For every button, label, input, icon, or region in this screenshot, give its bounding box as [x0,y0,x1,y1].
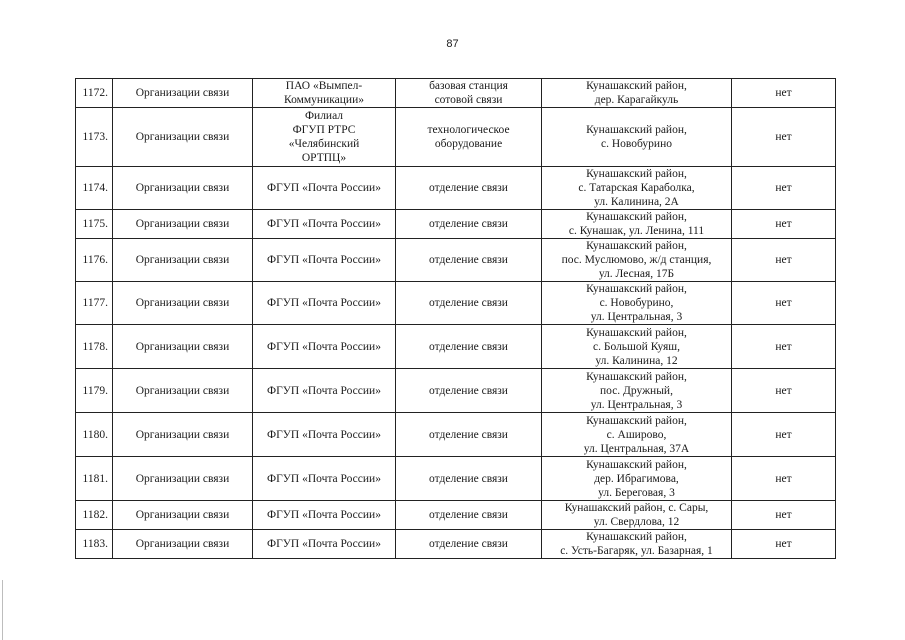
category-cell: Организации связи [113,501,253,530]
table-row [76,282,836,325]
category-cell: Организации связи [113,239,253,282]
row-number: 1173. [76,108,113,167]
object-type-cell: отделение связи [396,530,542,559]
page-number: 87 [446,38,459,50]
facilities-table [75,78,836,559]
row-number: 1180. [76,413,113,457]
row-number: 1182. [76,501,113,530]
organization-cell: ФГУП «Почта России» [253,413,396,457]
object-type-cell: отделение связи [396,167,542,210]
object-type-cell: отделение связи [396,457,542,501]
table-body [76,79,836,559]
category-cell: Организации связи [113,413,253,457]
organization-cell: ПАО «Вымпел- Коммуникации» [253,79,396,108]
row-number: 1172. [76,79,113,108]
organization-cell: ФГУП «Почта России» [253,501,396,530]
address-cell: Кунашакский район, дер. Ибрагимова, ул. Береговая, 3 [542,457,732,501]
row-number: 1179. [76,369,113,413]
flag-cell: нет [732,457,836,501]
category-cell: Организации связи [113,457,253,501]
organization-cell: ФГУП «Почта России» [253,369,396,413]
flag-cell: нет [732,530,836,559]
flag-cell: нет [732,79,836,108]
flag-cell: нет [732,369,836,413]
table-row [76,501,836,530]
row-number: 1181. [76,457,113,501]
flag-cell: нет [732,239,836,282]
category-cell: Организации связи [113,325,253,369]
flag-cell: нет [732,282,836,325]
organization-cell: ФГУП «Почта России» [253,457,396,501]
flag-cell: нет [732,413,836,457]
flag-cell: нет [732,501,836,530]
organization-cell: ФГУП «Почта России» [253,239,396,282]
table-row [76,457,836,501]
object-type-cell: технологическое оборудование [396,108,542,167]
row-number: 1177. [76,282,113,325]
category-cell: Организации связи [113,210,253,239]
address-cell: Кунашакский район, с. Кунашак, ул. Ленина, 111 [542,210,732,239]
table-row [76,108,836,167]
organization-cell: ФГУП «Почта России» [253,167,396,210]
category-cell: Организации связи [113,369,253,413]
flag-cell: нет [732,325,836,369]
category-cell: Организации связи [113,79,253,108]
address-cell: Кунашакский район, с. Татарская Караболка, ул. Калинина, 2А [542,167,732,210]
table-row [76,210,836,239]
address-cell: Кунашакский район, пос. Дружный, ул. Центральная, 3 [542,369,732,413]
address-cell: Кунашакский район, с. Сары, ул. Свердлова, 12 [542,501,732,530]
object-type-cell: отделение связи [396,325,542,369]
address-cell: Кунашакский район, с. Усть-Багаряк, ул. Базарная, 1 [542,530,732,559]
category-cell: Организации связи [113,167,253,210]
row-number: 1174. [76,167,113,210]
category-cell: Организации связи [113,530,253,559]
organization-cell: ФГУП «Почта России» [253,325,396,369]
table-row [76,79,836,108]
address-cell: Кунашакский район, с. Новобурино [542,108,732,167]
table-row [76,369,836,413]
organization-cell: Филиал ФГУП РТРС «Челябинский ОРТПЦ» [253,108,396,167]
address-cell: Кунашакский район, пос. Муслюмово, ж/д станция, ул. Лесная, 17Б [542,239,732,282]
category-cell: Организации связи [113,282,253,325]
row-number: 1176. [76,239,113,282]
address-cell: Кунашакский район, дер. Карагайкуль [542,79,732,108]
flag-cell: нет [732,108,836,167]
flag-cell: нет [732,167,836,210]
category-cell: Организации связи [113,108,253,167]
object-type-cell: отделение связи [396,210,542,239]
object-type-cell: отделение связи [396,282,542,325]
organization-cell: ФГУП «Почта России» [253,282,396,325]
organization-cell: ФГУП «Почта России» [253,210,396,239]
row-number: 1183. [76,530,113,559]
address-cell: Кунашакский район, с. Большой Куяш, ул. Калинина, 12 [542,325,732,369]
object-type-cell: отделение связи [396,369,542,413]
object-type-cell: отделение связи [396,501,542,530]
flag-cell: нет [732,210,836,239]
table-row [76,413,836,457]
row-number: 1178. [76,325,113,369]
object-type-cell: отделение связи [396,413,542,457]
page-edge-line [2,580,3,640]
object-type-cell: базовая станция сотовой связи [396,79,542,108]
table-row [76,530,836,559]
address-cell: Кунашакский район, с. Новобурино, ул. Центральная, 3 [542,282,732,325]
row-number: 1175. [76,210,113,239]
address-cell: Кунашакский район, с. Аширово, ул. Центральная, 37А [542,413,732,457]
table-row [76,167,836,210]
table-row [76,239,836,282]
object-type-cell: отделение связи [396,239,542,282]
organization-cell: ФГУП «Почта России» [253,530,396,559]
table-row [76,325,836,369]
